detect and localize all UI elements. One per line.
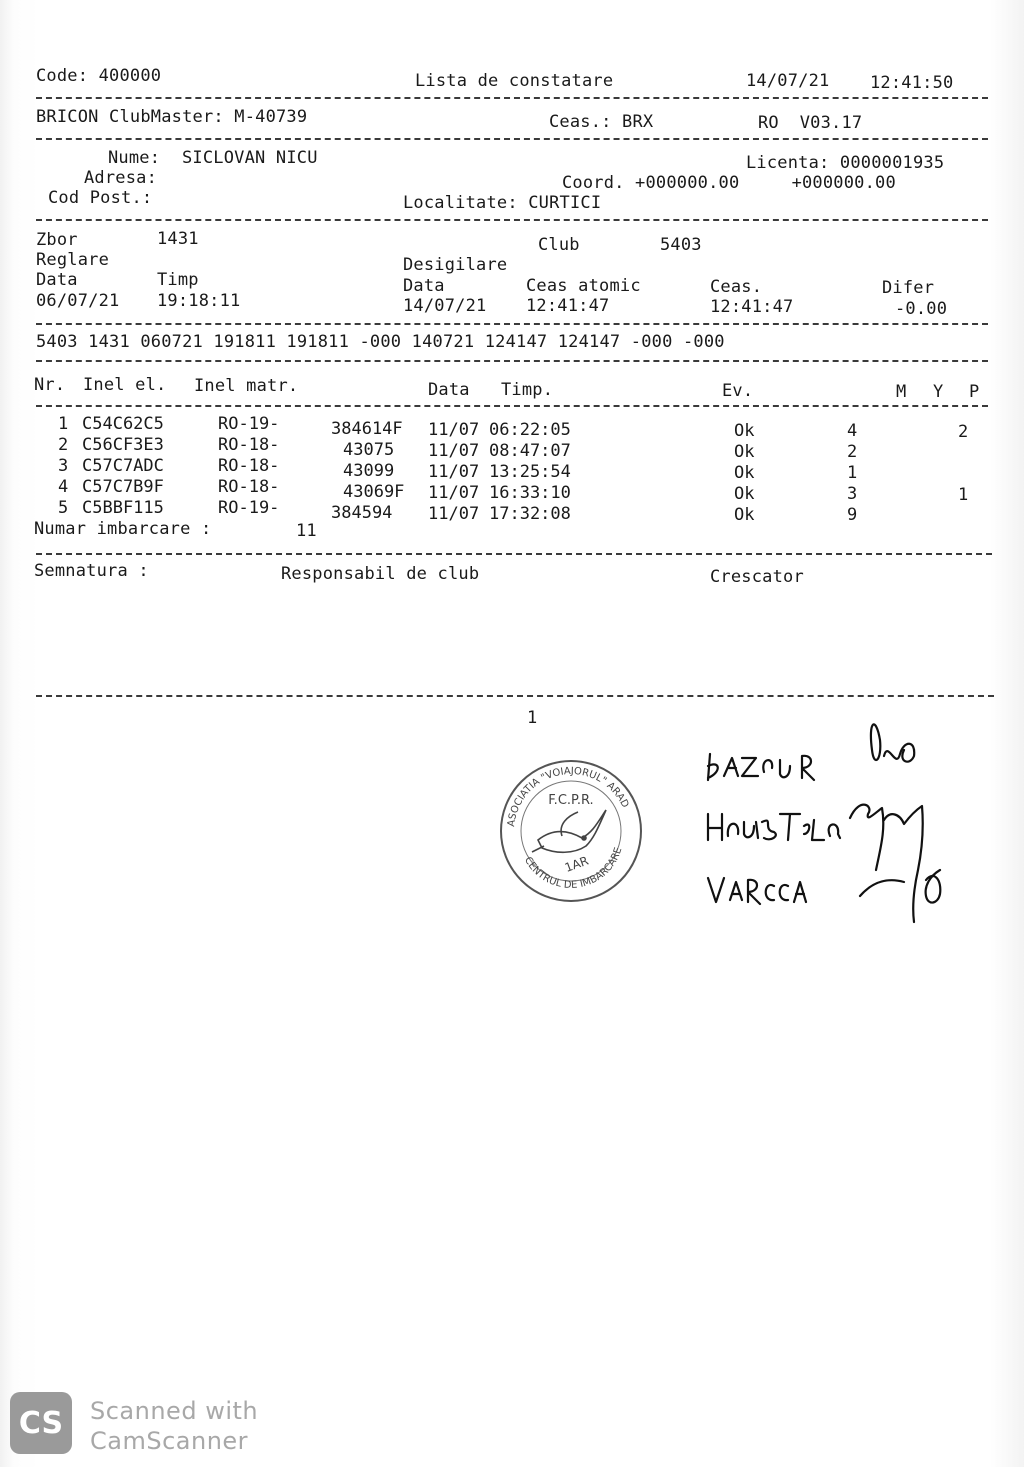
- ceas-atomic-label: Ceas atomic: [526, 276, 641, 296]
- clock-time: 12:41:47: [710, 297, 794, 317]
- signature-label: Semnatura :: [34, 561, 149, 581]
- dove-icon: [532, 810, 606, 852]
- row-m: 4: [847, 421, 858, 441]
- row-p: 2: [958, 422, 969, 442]
- coordinates: Coord. +000000.00 +000000.00: [562, 173, 896, 193]
- row-date: 11/07: [428, 462, 480, 482]
- camscanner-line1: Scanned with: [90, 1397, 259, 1425]
- row-m: 1: [847, 463, 858, 483]
- ceas-label: Ceas.: [710, 277, 763, 297]
- row-time: 17:32:08: [489, 504, 571, 524]
- zbor-value: 1431: [157, 229, 199, 249]
- header-date: 14/07/21: [746, 71, 830, 91]
- row-m: 3: [847, 484, 858, 504]
- club-stamp: [498, 758, 644, 904]
- device-version: RO V03.17: [758, 113, 863, 133]
- reglare-timp-label: Timp: [157, 270, 199, 290]
- row-inel-el: C57C7B9F: [82, 477, 164, 497]
- stamp-code: 1AR: [562, 853, 591, 875]
- desigilare-label: Desigilare: [403, 255, 508, 275]
- table-row: [0, 456, 1024, 483]
- row-nr: 3: [58, 456, 69, 476]
- divider: [36, 695, 994, 697]
- zbor-label: Zbor: [36, 230, 78, 250]
- row-p: 1: [958, 485, 969, 505]
- header-time: 12:41:50: [870, 73, 954, 93]
- reglare-time: 19:18:11: [157, 291, 241, 311]
- divider: [36, 219, 988, 221]
- col-header-timp: Timp.: [501, 380, 554, 400]
- boarding-label: Numar imbarcare :: [34, 519, 212, 539]
- difer-label: Difer: [882, 278, 935, 298]
- row-nr: 5: [58, 498, 69, 518]
- row-time: 16:33:10: [489, 483, 571, 503]
- divider: [36, 138, 988, 140]
- row-nr: 1: [58, 414, 69, 434]
- row-date: 11/07: [428, 504, 480, 524]
- row-inel-el: C57C7ADC: [82, 456, 164, 476]
- row-m: 9: [847, 505, 858, 525]
- handwritten-signatures: [690, 710, 960, 940]
- row-inel-el: C56CF3E3: [82, 435, 164, 455]
- row-ev: Ok: [734, 442, 755, 462]
- row-prefix: RO-18-: [218, 435, 280, 455]
- divider: [36, 405, 988, 407]
- col-header-p: P: [969, 382, 980, 402]
- row-nr: 2: [58, 435, 69, 455]
- camscanner-watermark: [90, 1396, 258, 1456]
- name-label: Nume:: [108, 148, 161, 168]
- row-prefix: RO-18-: [218, 456, 280, 476]
- row-prefix: RO-19-: [218, 414, 280, 434]
- stamp-ring-bottom: CENTRUL DE IMBARCARE: [521, 846, 625, 891]
- row-ev: Ok: [734, 484, 755, 504]
- device-clock: Ceas.: BRX: [549, 112, 654, 132]
- reglare-label: Reglare: [36, 250, 110, 270]
- row-prefix: RO-19-: [218, 498, 280, 518]
- breeder-label: Crescator: [710, 567, 804, 587]
- row-nr: 4: [58, 477, 69, 497]
- reglare-date: 06/07/21: [36, 291, 120, 311]
- divider: [36, 553, 992, 555]
- col-header-inel-matr: Inel matr.: [194, 376, 299, 396]
- stamp-center-text: F.C.P.R.: [548, 793, 594, 808]
- row-ev: Ok: [734, 421, 755, 441]
- row-inel-el: C5BBF115: [82, 498, 164, 518]
- row-inel-matr: 43099: [343, 461, 395, 481]
- licence: Licenta: 0000001935: [746, 153, 945, 173]
- document-title: Lista de constatare: [415, 71, 614, 91]
- col-header-data: Data: [428, 380, 470, 400]
- atomic-time: 12:41:47: [526, 296, 610, 316]
- table-row: [0, 477, 1024, 505]
- row-m: 2: [847, 442, 858, 462]
- table-row: [0, 498, 1024, 525]
- row-date: 11/07: [428, 420, 480, 440]
- row-inel-matr: 43075: [343, 440, 395, 460]
- camscanner-logo-text: CS: [18, 1405, 64, 1441]
- owner-name: SICLOVAN NICU: [182, 148, 318, 168]
- row-ev: Ok: [734, 505, 755, 525]
- row-prefix: RO-18-: [218, 477, 280, 497]
- camscanner-line2: CamScanner: [90, 1427, 249, 1455]
- col-header-nr: Nr.: [34, 375, 66, 395]
- col-header-y: Y: [933, 382, 944, 402]
- row-inel-matr: 384614F: [331, 419, 403, 439]
- desigilare-date: 14/07/21: [403, 296, 487, 316]
- postcode-label: Cod Post.:: [48, 188, 153, 208]
- club-label: Club: [538, 235, 580, 255]
- divider: [36, 97, 988, 99]
- row-date: 11/07: [428, 441, 480, 461]
- row-time: 06:22:05: [489, 420, 571, 440]
- device-model: BRICON ClubMaster: M-40739: [36, 107, 308, 127]
- divider: [36, 323, 988, 325]
- address-label: Adresa:: [84, 168, 158, 188]
- col-header-ev: Ev.: [722, 381, 754, 401]
- row-time: 08:47:07: [489, 441, 571, 461]
- reglare-data-label: Data: [36, 270, 78, 290]
- table-row: [0, 414, 1024, 442]
- camscanner-logo: [10, 1392, 72, 1454]
- code-label: Code: 400000: [36, 66, 162, 86]
- stamp-ring-top: ASOCIATIA "VOIAJORUL" ARAD: [506, 765, 631, 828]
- table-row: [0, 435, 1024, 462]
- row-inel-el: C54C62C5: [82, 414, 164, 434]
- row-date: 11/07: [428, 483, 480, 503]
- row-time: 13:25:54: [489, 462, 571, 482]
- desigilare-data-label: Data: [403, 276, 445, 296]
- row-inel-matr: 384594: [331, 503, 393, 523]
- club-value: 5403: [660, 235, 702, 255]
- locality: Localitate: CURTICI: [403, 193, 602, 213]
- difer-value: -0.00: [895, 299, 948, 319]
- club-responsible-label: Responsabil de club: [281, 564, 480, 584]
- page-number: 1: [527, 708, 538, 728]
- row-ev: Ok: [734, 463, 755, 483]
- row-inel-matr: 43069F: [343, 482, 405, 502]
- divider: [36, 360, 988, 362]
- col-header-m: M: [896, 382, 907, 402]
- col-header-inel-el: Inel el.: [83, 375, 167, 395]
- boarding-value: 11: [296, 521, 317, 541]
- code-line: 5403 1431 060721 191811 191811 -000 140721 124147 124147 -000 -000: [36, 332, 725, 352]
